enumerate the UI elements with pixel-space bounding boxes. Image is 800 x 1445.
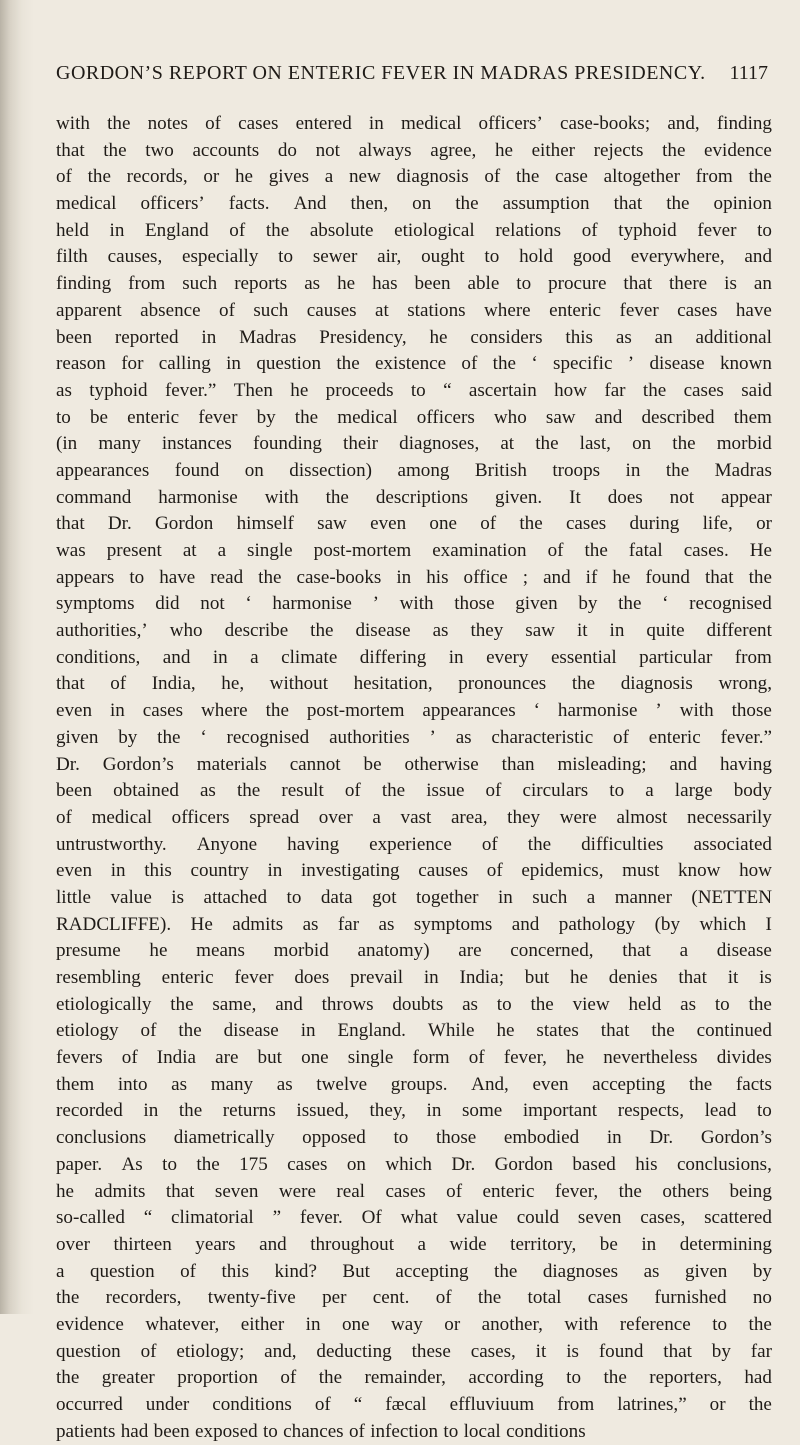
text-line: patients had been exposed to chances of infection to local conditions: [56, 1420, 586, 1442]
text-line: a question of this kind? But accepting the diagnoses as given by: [56, 1260, 772, 1282]
text-line: paper. As to the 175 cases on which Dr. Gordon based his conclusions,: [56, 1153, 772, 1175]
text-line: occurred under conditions of “ fæcal effluviuum from latrines,” or the: [56, 1394, 772, 1415]
text-line: appearances found on dissection) among British troops in the Madras: [56, 459, 772, 481]
text-line: that Dr. Gordon himself saw even one of the cases during life, or: [56, 513, 772, 535]
text-line: conditions, and in a climate differing in every essential particular from: [56, 646, 772, 668]
running-head: [56, 62, 768, 90]
text-line: that the two accounts do not always agree, he either rejects the evidence: [56, 139, 772, 161]
text-line: he admits that seven were real cases of enteric fever, the others being: [56, 1180, 772, 1202]
text-line: over thirteen years and throughout a wide territory, be in determining: [56, 1233, 772, 1255]
text-line: authorities,’ who describe the disease as they saw it in quite different: [56, 620, 772, 642]
page-binding-shadow: [0, 0, 34, 1314]
text-line: untrustworthy. Anyone having experience of the difficulties associated: [56, 833, 772, 855]
text-line: was present at a single post-mortem examination of the fatal cases. He: [56, 540, 772, 561]
text-line: presume he means morbid anatomy) are concerned, that a disease: [56, 940, 772, 962]
text-line: conclusions diametrically opposed to those embodied in Dr. Gordon’s: [56, 1127, 772, 1149]
text-line: recorded in the returns issued, they, in some important respects, lead to: [56, 1100, 772, 1122]
text-line: as typhoid fever.” Then he proceeds to “ ascertain how far the cases said: [56, 379, 772, 401]
text-line: question of etiology; and, deducting these cases, it is found that by far: [56, 1340, 772, 1362]
running-title: GORDON’S REPORT ON ENTERIC FEVER IN MADRAS PRESIDENCY.: [56, 62, 706, 84]
text-line: apparent absence of such causes at stations where enteric fever cases have: [56, 299, 772, 321]
text-line: been obtained as the result of the issue of circulars to a large body: [56, 780, 772, 802]
text-line: so-called “ climatorial ” fever. Of what value could seven cases, scattered: [56, 1207, 772, 1229]
text-line: that of India, he, without hesitation, pronounces the diagnosis wrong,: [56, 673, 772, 695]
text-line: given by the ‘ recognised authorities ’ as characteristic of enteric fever.”: [56, 726, 772, 748]
text-line: with the notes of cases entered in medical officers’ case-books; and, finding: [56, 113, 772, 134]
text-line: little value is attached to data got together in such a manner (NETTEN: [56, 886, 772, 908]
text-line: filth causes, especially to sewer air, ought to hold good everywhere, and: [56, 246, 772, 268]
text-line: of the records, or he gives a new diagnosis of the case altogether from the: [56, 166, 772, 188]
text-line: been reported in Madras Presidency, he considers this as an additional: [56, 326, 772, 348]
text-line: finding from such reports as he has been able to procure that there is an: [56, 273, 772, 295]
page-number: 1117: [729, 62, 768, 84]
text-line: etiology of the disease in England. While he states that the continued: [56, 1020, 772, 1042]
body-paragraph: [56, 111, 772, 1445]
text-line: to be enteric fever by the medical officers who saw and described them: [56, 406, 772, 428]
text-line: etiologically the same, and throws doubts as to the view held as to the: [56, 993, 772, 1015]
text-line: held in England of the absolute etiological relations of typhoid fever to: [56, 219, 772, 241]
text-line: the recorders, twenty-five per cent. of the total cases furnished no: [56, 1287, 772, 1309]
text-line: even in cases where the post-mortem appearances ‘ harmonise ’ with those: [56, 700, 772, 722]
text-line: resembling enteric fever does prevail in India; but he denies that it is: [56, 967, 772, 988]
text-line: reason for calling in question the existence of the ‘ specific ’ disease known: [56, 353, 772, 375]
text-line: RADCLIFFE). He admits as far as symptoms and pathology (by which I: [56, 913, 772, 935]
text-line: (in many instances founding their diagnoses, at the last, on the morbid: [56, 433, 772, 455]
text-line: Dr. Gordon’s materials cannot be otherwise than misleading; and having: [56, 753, 772, 775]
text-line: fevers of India are but one single form of fever, he nevertheless divides: [56, 1047, 772, 1069]
text-line: them into as many as twelve groups. And, even accepting the facts: [56, 1073, 772, 1095]
text-line: medical officers’ facts. And then, on the assumption that the opinion: [56, 193, 772, 215]
text-line: even in this country in investigating causes of epidemics, must know how: [56, 860, 772, 882]
text-line: evidence whatever, either in one way or another, with reference to the: [56, 1313, 772, 1335]
text-line: command harmonise with the descriptions given. It does not appear: [56, 486, 772, 508]
text-line: symptoms did not ‘ harmonise ’ with those given by the ‘ recognised: [56, 593, 772, 615]
text-line: appears to have read the case-books in his office ; and if he found that the: [56, 566, 772, 588]
text-line: the greater proportion of the remainder, according to the reporters, had: [56, 1367, 772, 1389]
text-line: of medical officers spread over a vast area, they were almost necessarily: [56, 806, 772, 828]
